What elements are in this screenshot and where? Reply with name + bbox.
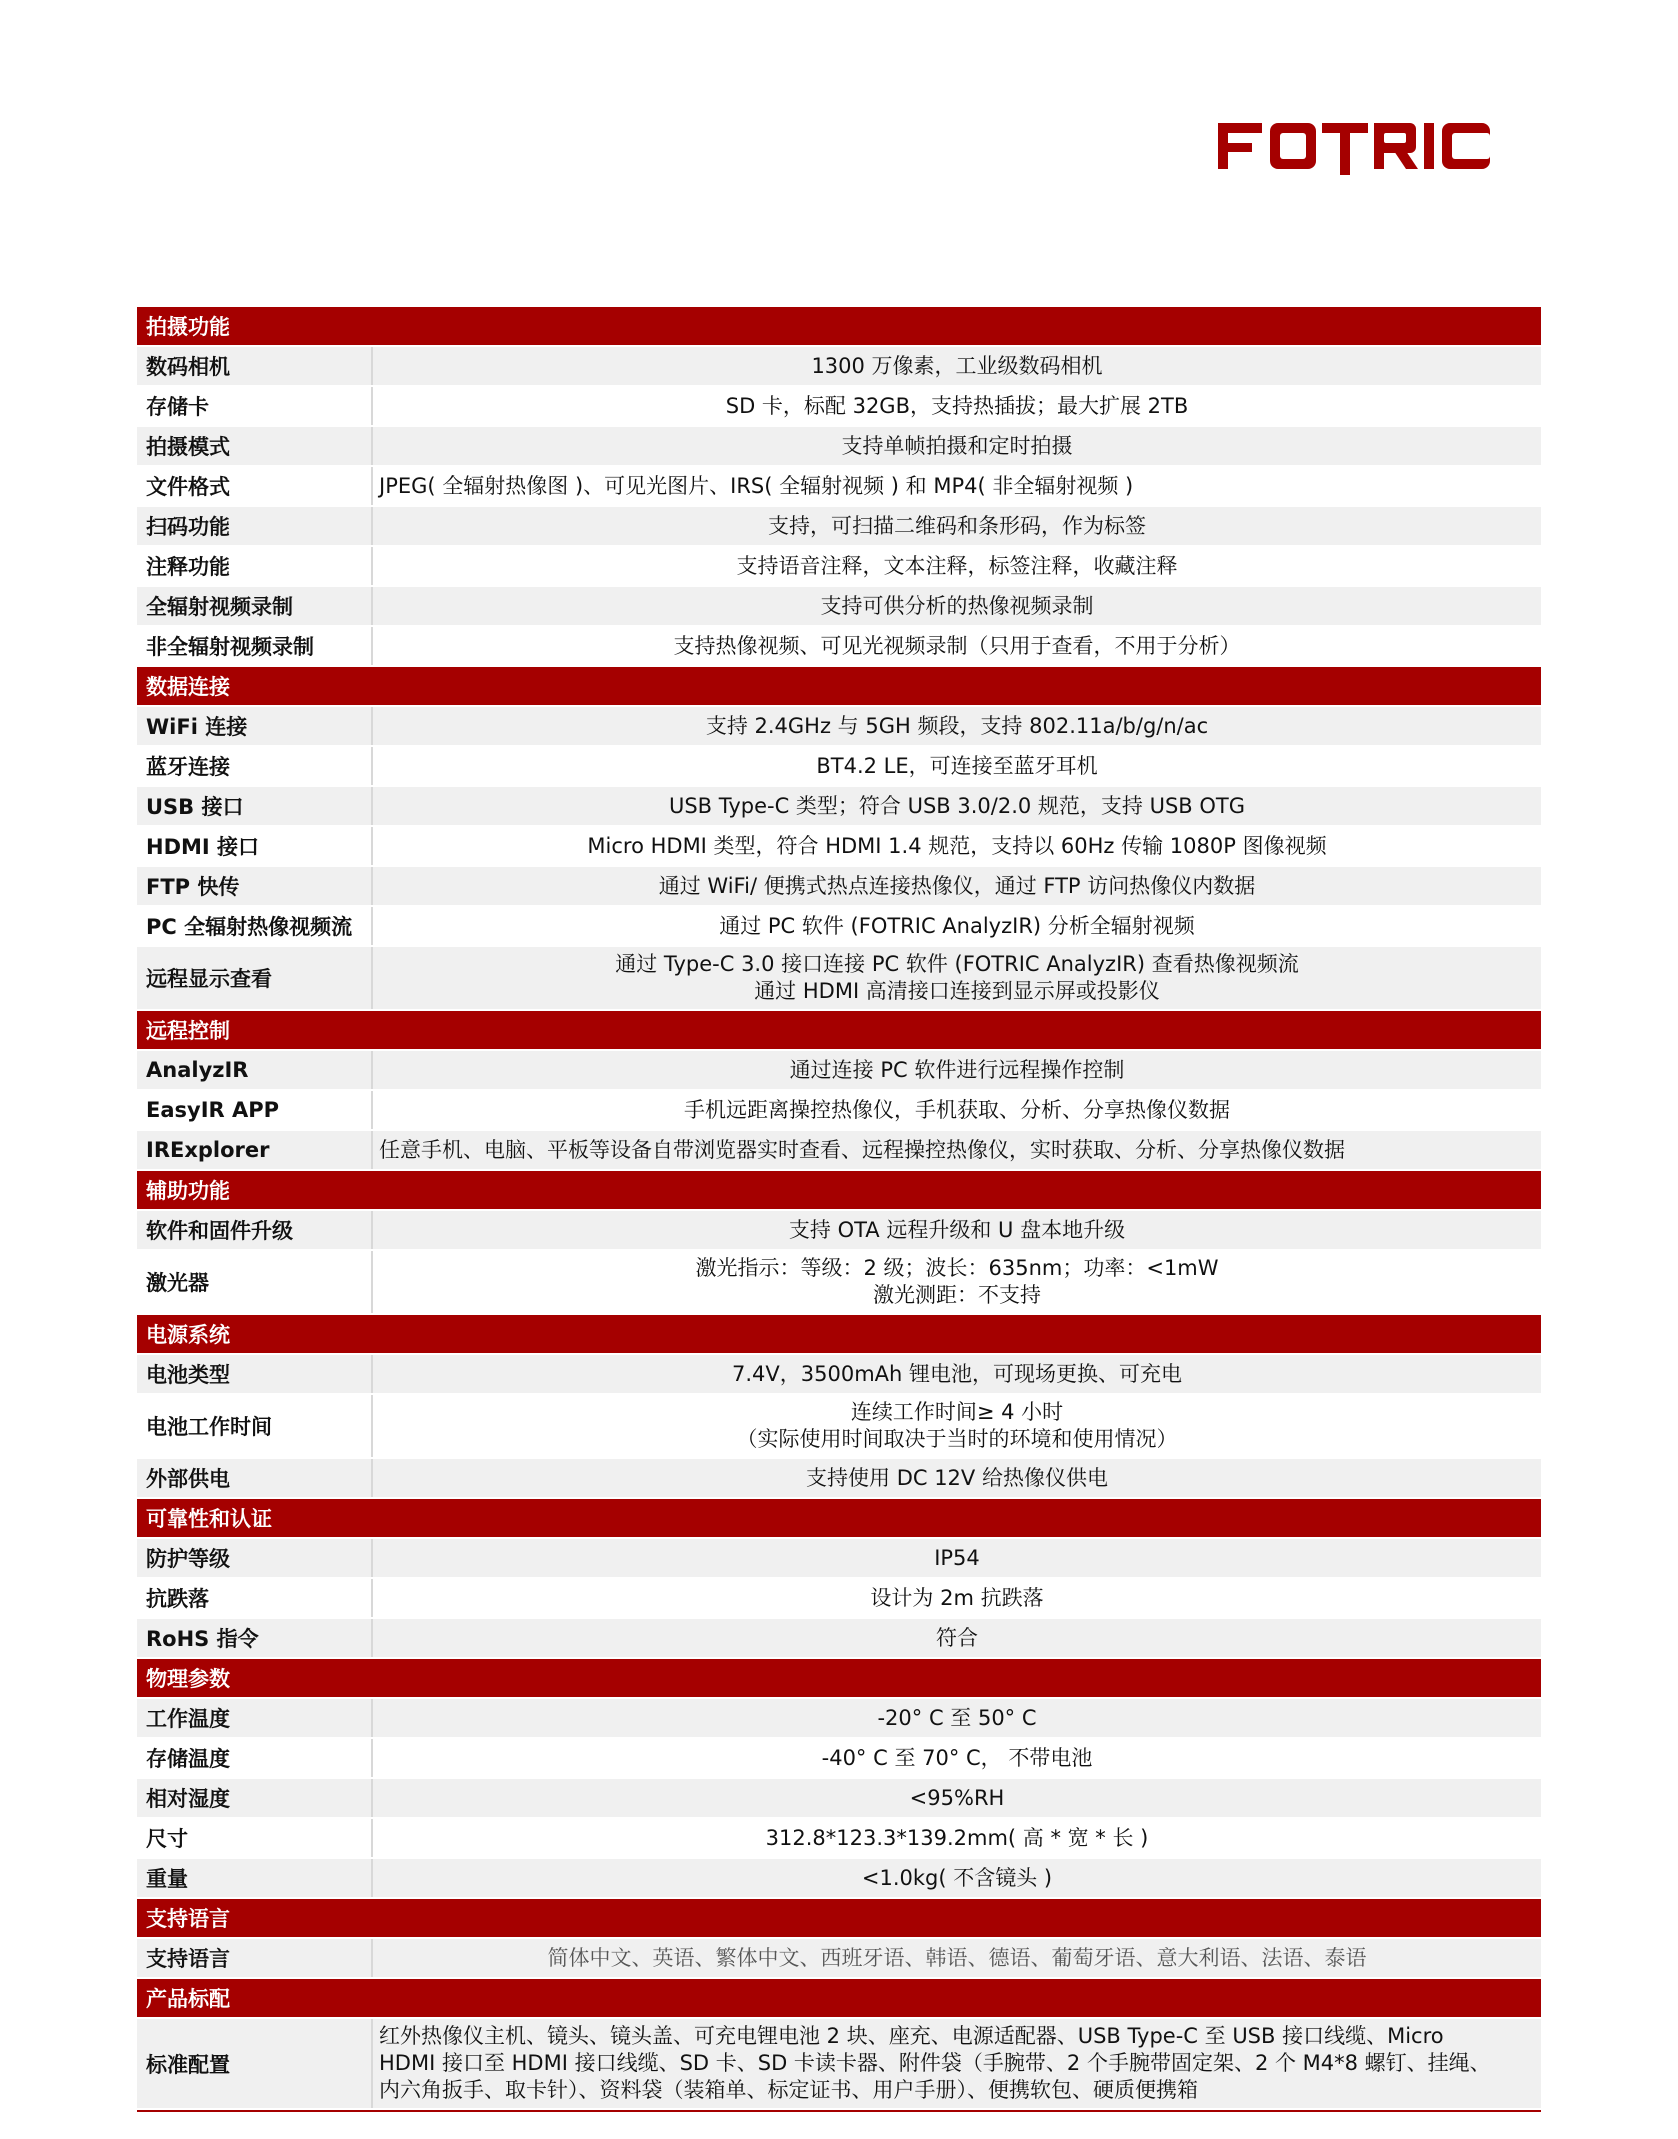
spec-value — [373, 547, 1541, 585]
spec-row — [137, 707, 1541, 747]
spec-value — [373, 2019, 1541, 2108]
spec-value-line: 内六角扳手、取卡针）、资料袋（装箱单、标定证书、用户手册）、便携软包、硬质便携箱 — [379, 2078, 1198, 2102]
spec-label: AnalyzIR — [137, 1051, 373, 1089]
spec-label: 非全辐射视频录制 — [137, 627, 373, 665]
spec-label: 外部供电 — [137, 1459, 373, 1497]
spec-label: 相对湿度 — [137, 1779, 373, 1817]
spec-label: WiFi 连接 — [137, 707, 373, 745]
spec-row — [137, 387, 1541, 427]
spec-value — [373, 387, 1541, 425]
spec-value-line: 支持使用 DC 12V 给热像仪供电 — [806, 1465, 1108, 1490]
spec-value — [373, 1051, 1541, 1089]
spec-row — [137, 1211, 1541, 1251]
spec-value-line: 支持 OTA 远程升级和 U 盘本地升级 — [788, 1217, 1126, 1242]
spec-row — [137, 1779, 1541, 1819]
spec-value — [373, 1251, 1541, 1313]
spec-value — [373, 1459, 1541, 1497]
spec-value-line: 支持单帧拍摄和定时拍摄 — [841, 433, 1073, 458]
spec-value-line: 连续工作时间≥ 4 小时 — [850, 1400, 1064, 1424]
spec-row — [137, 587, 1541, 627]
section-header — [137, 1659, 1541, 1699]
spec-value-line: BT4.2 LE，可连接至蓝牙耳机 — [816, 753, 1098, 778]
spec-label: 重量 — [137, 1859, 373, 1897]
spec-row — [137, 907, 1541, 947]
spec-row — [137, 867, 1541, 907]
section-header — [137, 1171, 1541, 1211]
spec-value-line: 支持语音注释，文本注释，标签注释，收藏注释 — [736, 553, 1178, 578]
spec-value — [373, 1131, 1541, 1169]
spec-label: 扫码功能 — [137, 507, 373, 545]
spec-value — [373, 1579, 1541, 1617]
spec-value-line: 通过连接 PC 软件进行远程操作控制 — [789, 1057, 1125, 1082]
spec-row — [137, 2019, 1541, 2110]
spec-label: 抗跌落 — [137, 1579, 373, 1617]
spec-value-line: 1300 万像素，工业级数码相机 — [811, 353, 1103, 378]
spec-value — [373, 627, 1541, 665]
section-header — [137, 1899, 1541, 1939]
spec-label: PC 全辐射热像视频流 — [137, 907, 373, 945]
spec-value — [373, 1859, 1541, 1897]
spec-value — [373, 1539, 1541, 1577]
spec-value-line: 通过 PC 软件 (FOTRIC AnalyzIR) 分析全辐射视频 — [719, 913, 1195, 938]
spec-value-line: 红外热像仪主机、镜头、镜头盖、可充电锂电池 2 块、座充、电源适配器、USB Type-C 至 USB 接口线缆、Micro — [379, 2024, 1444, 2048]
spec-label: 电池工作时间 — [137, 1395, 373, 1457]
spec-value-line: 激光测距：不支持 — [873, 1283, 1041, 1307]
spec-row — [137, 747, 1541, 787]
spec-row — [137, 947, 1541, 1011]
spec-value-line: <95%RH — [909, 1785, 1005, 1810]
spec-value — [373, 787, 1541, 825]
spec-value — [373, 1819, 1541, 1857]
section-header — [137, 667, 1541, 707]
spec-value — [373, 347, 1541, 385]
section-header — [137, 1499, 1541, 1539]
spec-row — [137, 1395, 1541, 1459]
spec-value-line: JPEG( 全辐射热像图 )、可见光图片、IRS( 全辐射视频 ) 和 MP4( 非全辐射视频 ) — [379, 473, 1134, 498]
spec-value — [373, 1395, 1541, 1457]
spec-value — [373, 827, 1541, 865]
spec-value — [373, 1091, 1541, 1129]
spec-value — [373, 1699, 1541, 1737]
spec-label: 数码相机 — [137, 347, 373, 385]
spec-row — [137, 1579, 1541, 1619]
spec-label: 蓝牙连接 — [137, 747, 373, 785]
spec-row — [137, 1251, 1541, 1315]
spec-value-line: USB Type-C 类型；符合 USB 3.0/2.0 规范，支持 USB OTG — [668, 793, 1246, 818]
spec-row — [137, 1699, 1541, 1739]
spec-value-line: -40° C 至 70° C， 不带电池 — [821, 1745, 1093, 1770]
spec-label: FTP 快传 — [137, 867, 373, 905]
spec-value — [373, 907, 1541, 945]
spec-value-line: 通过 WiFi/ 便携式热点连接热像仪，通过 FTP 访问热像仪内数据 — [658, 873, 1256, 898]
spec-value-line: 符合 — [936, 1625, 978, 1650]
spec-value — [373, 867, 1541, 905]
spec-value — [373, 1355, 1541, 1393]
spec-value-line: <1.0kg( 不含镜头 ) — [861, 1865, 1053, 1890]
spec-value — [373, 747, 1541, 785]
spec-row — [137, 827, 1541, 867]
spec-value — [373, 707, 1541, 745]
spec-row — [137, 427, 1541, 467]
spec-label: HDMI 接口 — [137, 827, 373, 865]
spec-label: 工作温度 — [137, 1699, 373, 1737]
spec-row — [137, 507, 1541, 547]
spec-row — [137, 347, 1541, 387]
section-header — [137, 307, 1541, 347]
spec-label: 远程显示查看 — [137, 947, 373, 1009]
fotric-logo-mark — [1218, 115, 1514, 175]
spec-label: 电池类型 — [137, 1355, 373, 1393]
spec-label: 支持语言 — [137, 1939, 373, 1977]
spec-label: 注释功能 — [137, 547, 373, 585]
section-header — [137, 1315, 1541, 1355]
spec-table — [137, 307, 1541, 2112]
spec-value-line: 支持可供分析的热像视频录制 — [820, 593, 1094, 618]
spec-label: 存储卡 — [137, 387, 373, 425]
spec-value-line: -20° C 至 50° C — [877, 1705, 1037, 1730]
spec-row — [137, 627, 1541, 667]
spec-row — [137, 1859, 1541, 1899]
spec-value — [373, 947, 1541, 1009]
spec-value-line: SD 卡，标配 32GB，支持热插拔；最大扩展 2TB — [725, 393, 1189, 418]
spec-value-line: 支持热像视频、可见光视频录制（只用于查看，不用于分析） — [673, 633, 1241, 658]
spec-value-line: 简体中文、英语、繁体中文、西班牙语、韩语、德语、葡萄牙语、意大利语、法语、泰语 — [547, 1945, 1367, 1970]
spec-value-line: 激光指示：等级：2 级；波长：635nm；功率：<1mW — [695, 1256, 1219, 1280]
spec-value-line: 任意手机、电脑、平板等设备自带浏览器实时查看、远程操控热像仪，实时获取、分析、分享热像仪数据 — [379, 1137, 1345, 1162]
spec-value-line: 312.8*123.3*139.2mm( 高 * 宽 * 长 ) — [765, 1825, 1149, 1850]
spec-value — [373, 507, 1541, 545]
spec-label: 软件和固件升级 — [137, 1211, 373, 1249]
spec-row — [137, 1051, 1541, 1091]
spec-row — [137, 1539, 1541, 1579]
spec-value-line: （实际使用时间取决于当时的环境和使用情况） — [736, 1427, 1178, 1451]
spec-value — [373, 467, 1541, 505]
spec-label: 全辐射视频录制 — [137, 587, 373, 625]
spec-label: USB 接口 — [137, 787, 373, 825]
section-title: 物理参数 — [146, 1667, 230, 1691]
spec-label: 文件格式 — [137, 467, 373, 505]
spec-label: 标准配置 — [137, 2019, 373, 2108]
spec-row — [137, 1131, 1541, 1171]
section-header — [137, 1979, 1541, 2019]
spec-label: IRExplorer — [137, 1131, 373, 1169]
spec-value — [373, 1211, 1541, 1249]
spec-label: 激光器 — [137, 1251, 373, 1313]
section-title: 远程控制 — [146, 1019, 230, 1043]
section-title: 数据连接 — [146, 675, 230, 699]
spec-row — [137, 1355, 1541, 1395]
spec-row — [137, 787, 1541, 827]
spec-row — [137, 1459, 1541, 1499]
spec-label: 存储温度 — [137, 1739, 373, 1777]
table-bottom-rule — [137, 2110, 1541, 2112]
spec-value-line: 支持 2.4GHz 与 5GH 频段，支持 802.11a/b/g/n/ac — [705, 713, 1209, 738]
spec-label: RoHS 指令 — [137, 1619, 373, 1657]
spec-value — [373, 587, 1541, 625]
spec-value — [373, 1779, 1541, 1817]
spec-value — [373, 1739, 1541, 1777]
spec-value-line: HDMI 接口至 HDMI 接口线缆、SD 卡、SD 卡读卡器、附件袋（手腕带、2 个手腕带固定架、2 个 M4*8 螺钉、挂绳、 — [379, 2051, 1491, 2075]
section-header — [137, 1011, 1541, 1051]
spec-value — [373, 427, 1541, 465]
spec-value-line: 手机远距离操控热像仪，手机获取、分析、分享热像仪数据 — [684, 1097, 1230, 1122]
spec-row — [137, 1619, 1541, 1659]
spec-row — [137, 467, 1541, 507]
spec-row — [137, 547, 1541, 587]
spec-label: 防护等级 — [137, 1539, 373, 1577]
section-title: 产品标配 — [146, 1987, 230, 2011]
section-title: 电源系统 — [146, 1323, 230, 1347]
spec-row — [137, 1819, 1541, 1859]
spec-value-line: 7.4V，3500mAh 锂电池，可现场更换、可充电 — [731, 1361, 1182, 1386]
spec-label: 拍摄模式 — [137, 427, 373, 465]
spec-value-line: Micro HDMI 类型，符合 HDMI 1.4 规范，支持以 60Hz 传输 1080P 图像视频 — [587, 833, 1327, 858]
spec-value-line: 设计为 2m 抗跌落 — [870, 1585, 1044, 1610]
spec-row — [137, 1939, 1541, 1979]
spec-row — [137, 1739, 1541, 1779]
spec-value-line: 支持，可扫描二维码和条形码，作为标签 — [768, 513, 1146, 538]
spec-value-line: 通过 HDMI 高清接口连接到显示屏或投影仪 — [754, 979, 1160, 1003]
fotric-logo — [1218, 115, 1514, 175]
section-title: 辅助功能 — [146, 1179, 230, 1203]
section-title: 支持语言 — [146, 1907, 230, 1931]
spec-value — [373, 1619, 1541, 1657]
spec-value — [373, 1939, 1541, 1977]
spec-value-line: 通过 Type-C 3.0 接口连接 PC 软件 (FOTRIC AnalyzIR) 查看热像视频流 — [615, 952, 1299, 976]
spec-label: 尺寸 — [137, 1819, 373, 1857]
spec-label: EasyIR APP — [137, 1091, 373, 1129]
section-title: 可靠性和认证 — [146, 1507, 272, 1531]
spec-value-line: IP54 — [934, 1545, 980, 1570]
section-title: 拍摄功能 — [146, 315, 230, 339]
spec-row — [137, 1091, 1541, 1131]
